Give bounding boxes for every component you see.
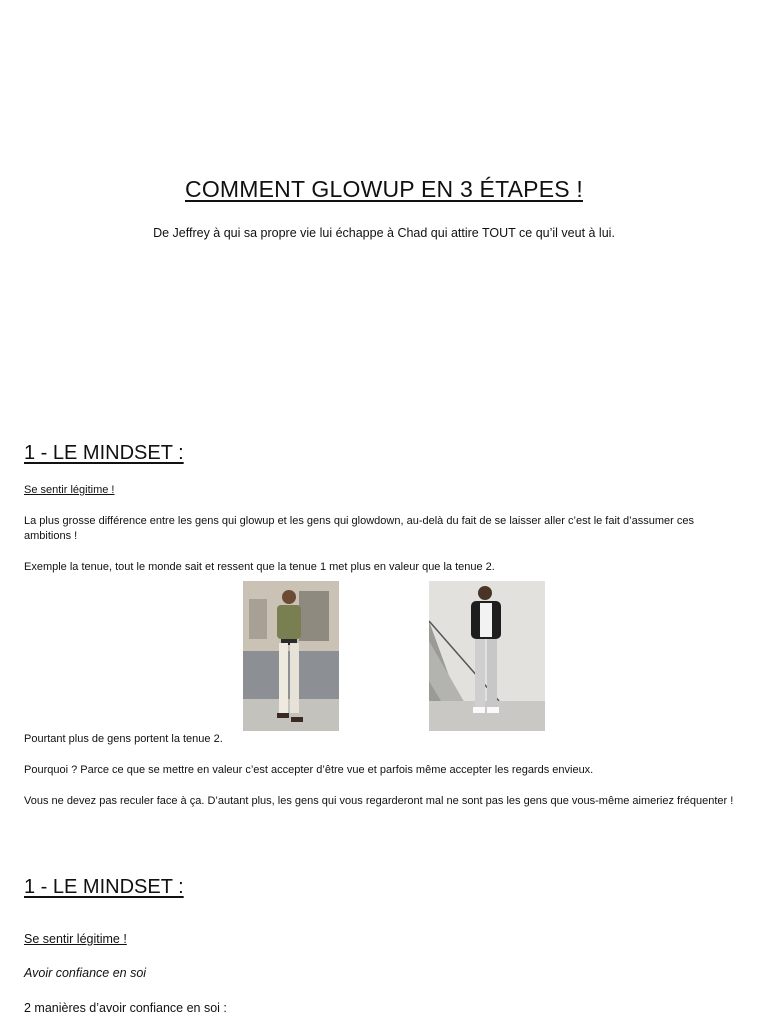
outfit-2-photo xyxy=(429,581,545,731)
paragraph-pourquoi: Pourquoi ? Parce ce que se mettre en valeur c’est accepter d’être vue et parfois même accepter les regards envieux. xyxy=(24,764,594,776)
section-heading-mindset: 1 - LE MINDSET : xyxy=(24,442,184,464)
paragraph-difference: La plus grosse différence entre les gens qui glowup et les gens qui glowdown, au-delà du fait de se laisser aller c’est le fait d’assumer ces ambitions ! xyxy=(24,515,694,542)
paragraph-reculer: Vous ne devez pas reculer face à ça. D’autant plus, les gens qui vous regarderont mal ne sont pas les gens que vous-même aimeriez fréquenter ! xyxy=(24,795,734,807)
subheading-legitime: Se sentir légitime ! xyxy=(24,484,115,496)
outfit-1-photo xyxy=(243,581,339,731)
line-manieres: 2 manières d’avoir confiance en soi : xyxy=(24,1001,227,1015)
paragraph-exemple: Exemple la tenue, tout le monde sait et ressent que la tenue 1 met plus en valeur que la tenue 2. xyxy=(24,561,495,573)
page-title: COMMENT GLOWUP EN 3 ÉTAPES ! xyxy=(185,176,583,202)
page-subtitle: De Jeffrey à qui sa propre vie lui échappe à Chad qui attire TOUT ce qu’il veut à lui. xyxy=(153,226,615,240)
paragraph-pourtant: Pourtant plus de gens portent la tenue 2. xyxy=(24,733,223,745)
subheading-legitime-2: Se sentir légitime ! xyxy=(24,932,127,946)
italic-confiance: Avoir confiance en soi xyxy=(24,966,147,980)
section-heading-mindset-2: 1 - LE MINDSET : xyxy=(24,876,184,898)
